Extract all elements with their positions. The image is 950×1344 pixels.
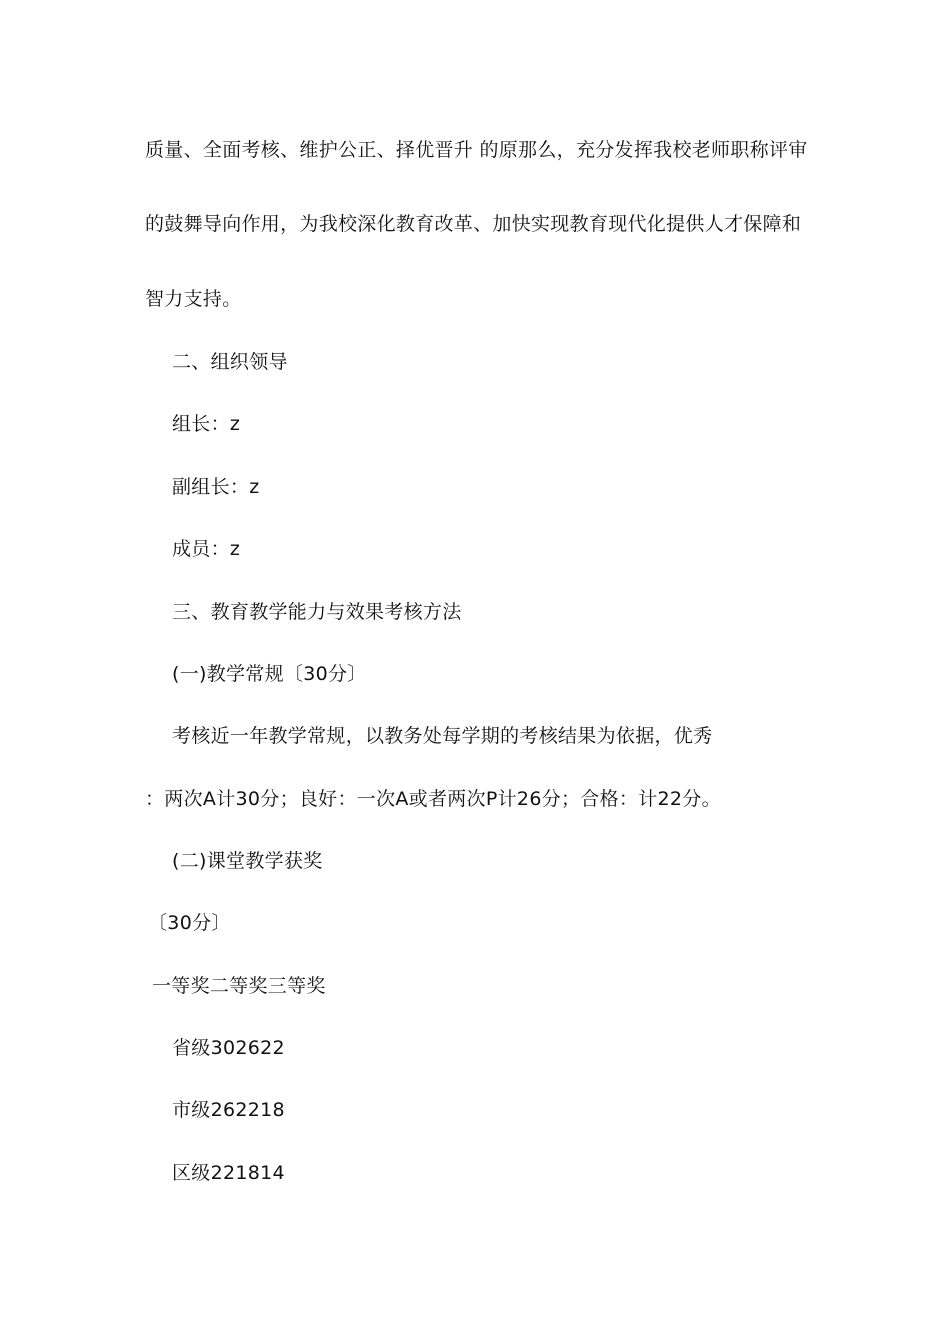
deputy-leader-line: 副组长：z — [172, 476, 260, 498]
members-line: 成员：z — [172, 538, 241, 560]
intro-line-2: 的鼓舞导向作用，为我校深化教育改革、加快实现教育现代化提供人才保障和 — [145, 213, 802, 235]
awards-table-header: 一等奖二等奖三等奖 — [152, 975, 326, 997]
intro-line-1: 质量、全面考核、维护公正、择优晋升 的原那么，充分发挥我校老师职称评审 — [145, 139, 808, 161]
awards-row-city: 市级262218 — [172, 1099, 285, 1121]
awards-row-district: 区级221814 — [172, 1162, 285, 1184]
section-heading-organization: 二、组织领导 — [172, 351, 288, 373]
classroom-awards-points: 〔30分〕 — [148, 912, 231, 934]
teaching-routine-text-1: 考核近一年教学常规，以教务处每学期的考核结果为依据，优秀 — [172, 725, 713, 747]
subsection-heading-classroom-awards: (二)课堂教学获奖 — [172, 850, 323, 872]
section-heading-assessment: 三、教育教学能力与效果考核方法 — [172, 601, 462, 623]
awards-row-provincial: 省级302622 — [172, 1037, 285, 1059]
intro-line-3: 智力支持。 — [145, 288, 242, 310]
leader-line: 组长：z — [172, 413, 241, 435]
teaching-routine-text-2: ：两次A计30分；良好：一次A或者两次P计26分；合格：计22分。 — [145, 788, 721, 810]
subsection-heading-teaching-routine: (一)教学常规〔30分〕 — [172, 663, 367, 685]
